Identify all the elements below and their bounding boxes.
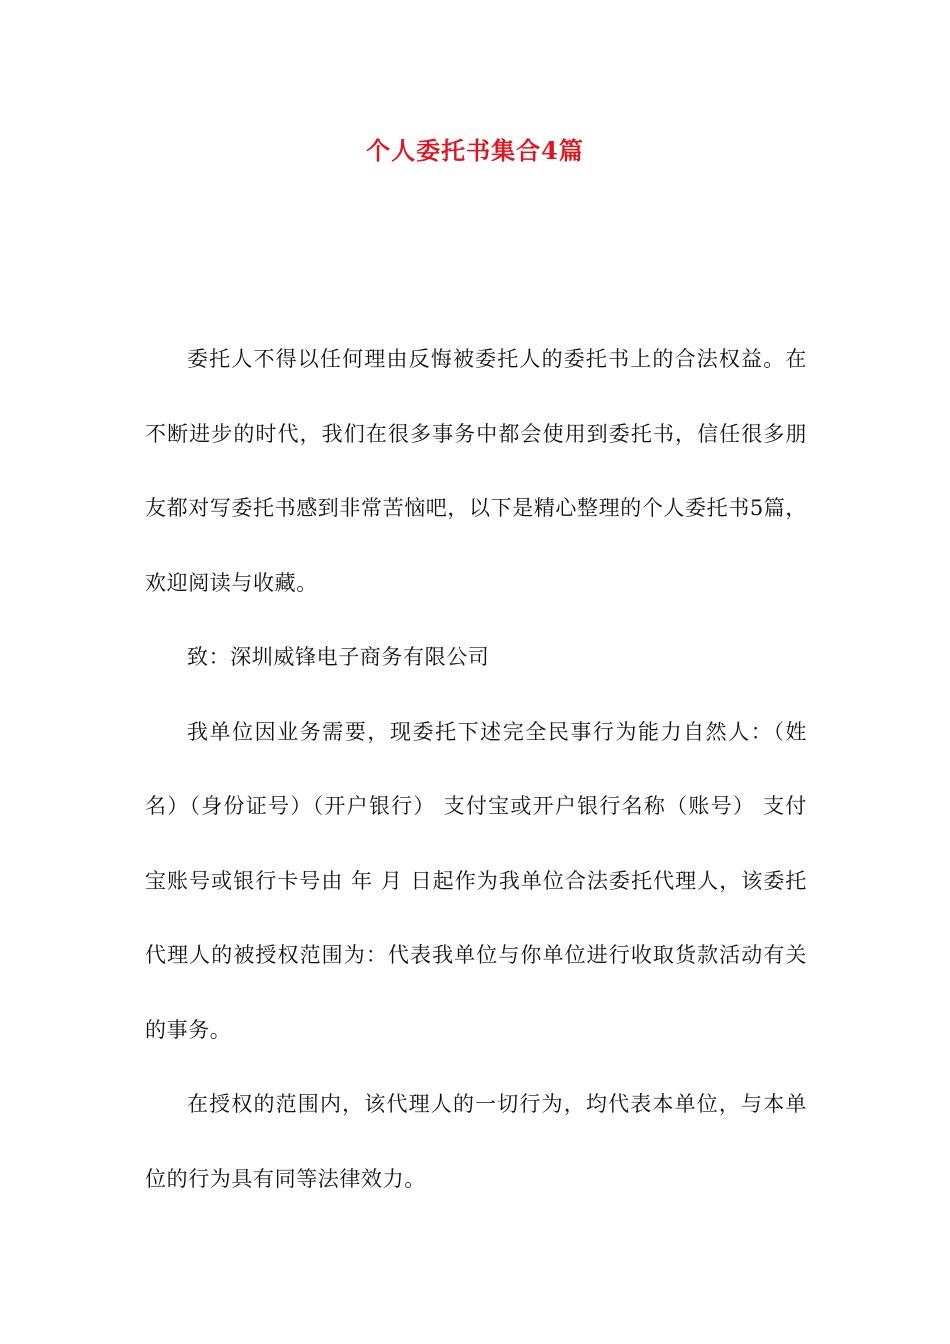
paragraph-legal-effect: 在授权的范围内，该代理人的一切行为，均代表本单位，与本单位的行为具有同等法律效力。 — [145, 1092, 807, 1191]
paragraph-intro: 委托人不得以任何理由反悔被委托人的委托书上的合法权益。在不断进步的时代，我们在很多事务中都会使用到委托书，信任很多朋友都对写委托书感到非常苦恼吧，以下是精心整理的个人委托书5篇，欢迎阅读与收藏。 — [145, 347, 807, 595]
document-body — [145, 322, 807, 1216]
paragraph-authorization: 我单位因业务需要，现委托下述完全民事行为能力自然人：（姓名）（身份证号）（开户银行） 支付宝或开户银行名称（账号） 支付宝账号或银行卡号由 年 月 日起作为我单位合法委托代理人，该委托代理人的被授权范围为：代表我单位与你单位进行收取货款活动有关的事务。 — [145, 719, 807, 1042]
document-title: 个人委托书集合4篇 — [366, 136, 584, 165]
paragraph-addressee: 致：深圳威锋电子商务有限公司 — [187, 645, 490, 669]
